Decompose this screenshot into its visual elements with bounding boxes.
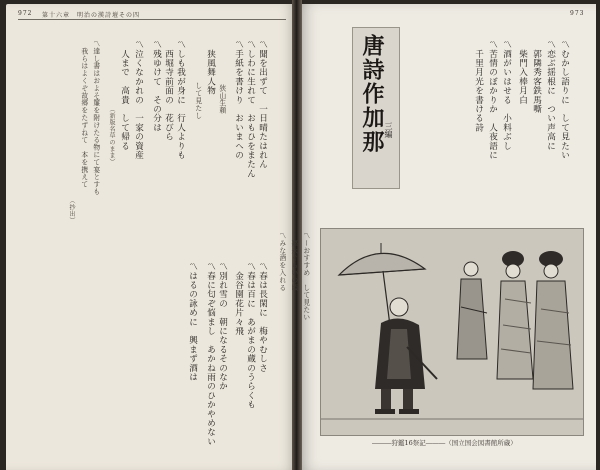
right-page-number: 973 (570, 10, 585, 17)
text-column: 〽泣くなかれの 一家の資産 (133, 40, 144, 160)
text-column: 柴門入棒月白 (517, 40, 528, 105)
text-column: 〽恋ぶ揺根に つい声高に (545, 40, 556, 151)
text-column: 〽達し書はおよそ簾を附けたる物にて宴とすも (91, 40, 100, 196)
text-column: 〽残ゆけて その分は (151, 40, 162, 132)
text-column: 〽春に匂ぞ悩まし あかね雨のひかやめない (205, 262, 216, 446)
text-column: （新版名草のまま） (108, 76, 115, 166)
book-cover-volume: 三編 (384, 122, 393, 138)
text-column: 郭隣秀客鉄馬嘶 (531, 40, 542, 114)
text-column: 〽春は百に あがまの蔵のうらくも (245, 262, 256, 410)
plate-caption: ―――狩鑑16祭記―――（国立国会図書館所蔵） (372, 439, 517, 447)
text-column: 嘉永ぐらいの頃 (289, 232, 298, 292)
left-running-head: 第十六章 明治の漢詩壇その四 (42, 12, 141, 19)
text-column: 〽はるの詠めに 興まず酒は (187, 262, 198, 382)
text-column: 我らはよくぞ故郷をたずねて 本を携えて (79, 40, 88, 188)
text-column: 〽春は長閑に 梅やむしさ (257, 262, 268, 373)
text-column: 千里月光を書ける詩 (473, 40, 484, 132)
text-column: 〽聞を出ずて 一日晴たはれん (257, 40, 268, 169)
text-column: 西堀寺前面の 花びら (163, 40, 174, 142)
text-column: 〽むかし語りに して見たい (559, 40, 570, 160)
book-cover-illustration (352, 27, 400, 189)
text-column: 〽苦情のぼかりか 人夜語に (487, 40, 498, 160)
text-column: 〽手紙を書けり おいまへの (233, 40, 244, 160)
text-column: 〽酒がいはせる 小料ぶし (501, 40, 512, 151)
text-column: 狭風舞人物 (205, 40, 216, 96)
book-cover-title: 唐詩作加那 (359, 34, 385, 154)
text-column: 金谷園花片々飛 (233, 262, 244, 336)
text-column: 〽しわに生れて おもひをまたん (245, 40, 256, 178)
text-column: して見たし (193, 60, 202, 120)
text-column: 〽しも我が身に 行人よりも (175, 40, 186, 160)
text-column: 人まで 高貴 して帰る (119, 40, 130, 151)
text-column: 〽みな酒を入れる (277, 232, 286, 292)
text-column: 〽別れ雪の 朝になるそのなか (217, 262, 228, 391)
woodblock-illustration (320, 228, 584, 436)
header-rule (18, 19, 286, 20)
text-column: 狭山生頼 (217, 40, 226, 114)
left-page-number: 972 (18, 10, 33, 17)
text-column: （抄出） (68, 194, 75, 224)
figures-with-umbrella-icon (321, 229, 583, 435)
text-column: 〽ーおすすめ して見たい (301, 232, 310, 321)
